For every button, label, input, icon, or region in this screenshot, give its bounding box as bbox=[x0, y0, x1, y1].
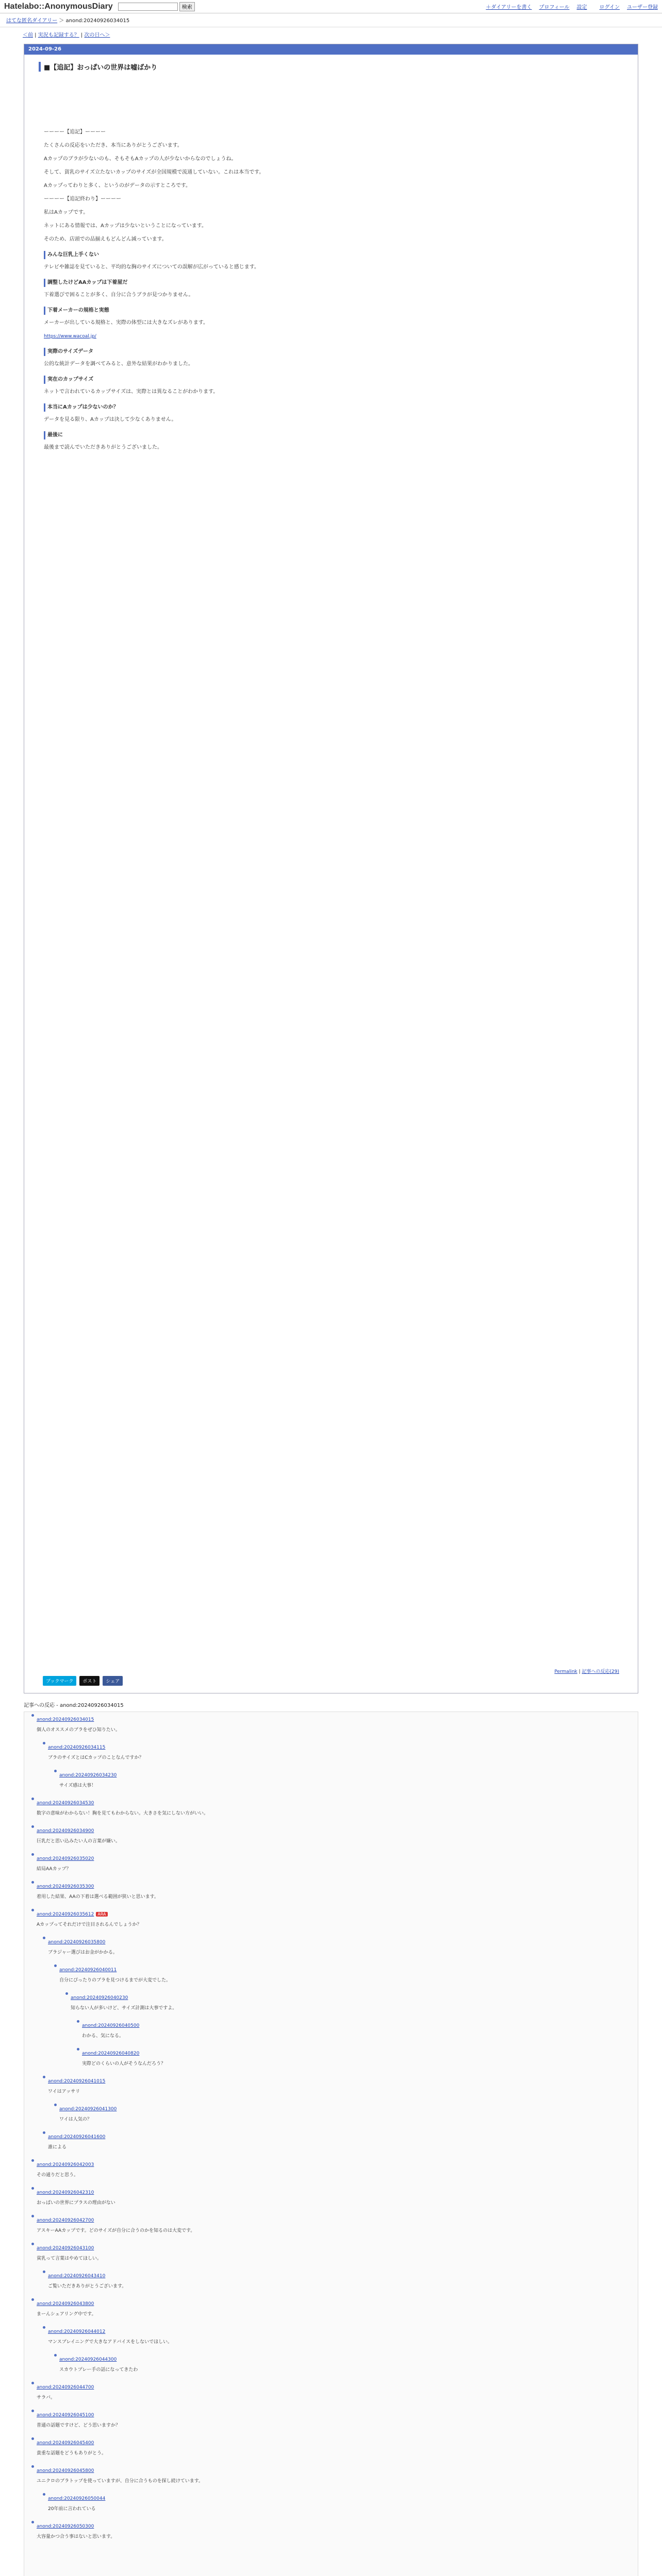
bullet-icon bbox=[31, 2298, 34, 2301]
bullet-icon bbox=[31, 1909, 34, 1911]
reaction-text: 普通の話題ですけど、どう思いますか？ bbox=[37, 2423, 121, 2428]
reaction-text: ユニクロのブラトップを使っていますが、自分に合うものを探し続けています。 bbox=[37, 2479, 204, 2484]
hatena-bookmark-button[interactable]: ブックマーク bbox=[43, 1676, 76, 1686]
bullet-icon bbox=[77, 2020, 79, 2023]
bullet-icon bbox=[31, 2215, 34, 2217]
bullet-icon bbox=[31, 2159, 34, 2162]
reaction-item bbox=[48, 2491, 638, 2513]
bullet-icon bbox=[31, 2521, 34, 2523]
reaction-item bbox=[37, 1795, 638, 1817]
reaction-text: ブラジャー選びはお金がかかる。 bbox=[48, 1950, 118, 1955]
reaction-link[interactable]: anond:20240926041600 bbox=[48, 2134, 106, 2140]
reaction-item bbox=[37, 1879, 638, 1901]
bullet-icon bbox=[31, 1714, 34, 1717]
reaction-text: マンスプレイニングで大きなアドバイスをしないでほしい。 bbox=[48, 2340, 173, 2345]
bullet-icon bbox=[65, 1992, 68, 1995]
reaction-item bbox=[82, 2018, 638, 2040]
bullet-icon bbox=[31, 1881, 34, 1884]
reaction-text: ワイは人気の？ bbox=[59, 2117, 92, 2122]
bullet-icon bbox=[43, 2131, 45, 2134]
reaction-badge: ARA bbox=[96, 1912, 107, 1917]
bullet-icon bbox=[54, 2104, 57, 2106]
section-text: 下着選びで困ることが多く、自分に合うブラが見つかりません。 bbox=[44, 292, 194, 298]
bullet-icon bbox=[31, 1798, 34, 1800]
post-button[interactable]: ポスト bbox=[79, 1676, 100, 1686]
entry-title[interactable]: ■【追記】おっぱいの世界は嘘ばかり bbox=[39, 62, 623, 72]
reaction-item bbox=[37, 2435, 638, 2457]
reaction-item bbox=[37, 1712, 638, 1734]
reaction-link[interactable]: anond:20240926043410 bbox=[48, 2274, 106, 2279]
bullet-icon bbox=[31, 2243, 34, 2245]
breadcrumb-root[interactable]: はてな匿名ダイアリー bbox=[6, 18, 58, 24]
reaction-text: ワイはアッサリ bbox=[48, 2089, 80, 2094]
entry-paragraph: ーーーー【追記】ーーーー bbox=[44, 129, 106, 135]
breadcrumb-separator: ＞ bbox=[59, 18, 64, 24]
reaction-item bbox=[37, 2519, 638, 2540]
share-button[interactable]: シェア bbox=[103, 1676, 123, 1686]
reaction-link[interactable]: anond:20240926034115 bbox=[48, 1745, 106, 1750]
reaction-link[interactable]: anond:20240926044700 bbox=[37, 2385, 94, 2390]
reaction-item bbox=[37, 2157, 638, 2179]
reaction-text: 巨乳だと思い込みたい人の言葉が嫌い。 bbox=[37, 1839, 121, 1844]
reaction-item bbox=[82, 2046, 638, 2067]
section-heading: 実在のカップサイズ bbox=[44, 376, 618, 384]
reaction-link[interactable]: anond:20240926050044 bbox=[48, 2496, 106, 2501]
reaction-item bbox=[37, 2380, 638, 2401]
profile-link[interactable]: プロフィール bbox=[539, 5, 570, 10]
reaction-item bbox=[37, 2185, 638, 2207]
share-bar bbox=[43, 1676, 123, 1686]
reaction-text: 大容量かつ合う事はないと思います。 bbox=[37, 2534, 115, 2539]
entry-paragraph: たくさんの反応をいただき、本当にありがとうございます。 bbox=[44, 143, 183, 148]
breadcrumb-current: anond:20240926034015 bbox=[65, 18, 130, 24]
bullet-icon bbox=[31, 2437, 34, 2440]
section-heading: 実際のサイズデータ bbox=[44, 348, 618, 356]
header-links bbox=[486, 3, 587, 10]
prev-day-link[interactable]: ＜前 bbox=[23, 32, 33, 38]
reaction-item bbox=[48, 2074, 638, 2095]
breadcrumb bbox=[0, 13, 662, 27]
reaction-item bbox=[59, 2352, 638, 2374]
site-logo[interactable]: Hatelabo::AnonymousDiary bbox=[4, 2, 113, 11]
section-text: ネットで言われているカップサイズは、実際とは異なることがわかります。 bbox=[44, 389, 219, 395]
reaction-text: 着用した結果、AAの下着は選べる範囲が狭いと思います。 bbox=[37, 1894, 159, 1900]
bullet-icon bbox=[31, 2465, 34, 2468]
bullet-icon bbox=[31, 1825, 34, 1828]
reaction-item bbox=[48, 2129, 638, 2151]
reaction-link[interactable]: anond:20240926034015 bbox=[37, 1717, 94, 1722]
reaction-item bbox=[48, 2268, 638, 2290]
reaction-text: その通りだと思う。 bbox=[37, 2173, 79, 2178]
reaction-item bbox=[37, 1907, 638, 1928]
reaction-text: 自分にぴったりのブラを見つけるまでが大変でした。 bbox=[59, 1978, 171, 1983]
reaction-link[interactable]: anond:20240926035300 bbox=[37, 1884, 94, 1889]
reaction-link[interactable]: anond:20240926045400 bbox=[37, 2441, 94, 2446]
section-text: データを見る限り、Aカップは決して少なくありません。 bbox=[44, 417, 177, 422]
entry-paragraph: Aカップってわりと多く、というのがデータの示すところです。 bbox=[44, 183, 191, 189]
reaction-text: 誰による bbox=[48, 2145, 67, 2150]
reaction-link[interactable]: anond:20240926040500 bbox=[82, 2023, 140, 2028]
reaction-item bbox=[48, 1740, 638, 1761]
reaction-link[interactable]: anond:20240926034530 bbox=[37, 1801, 94, 1806]
reaction-item bbox=[48, 1935, 638, 1956]
diary-entry bbox=[24, 44, 638, 1693]
section-heading: 調整したけどAAカップは下着屋だ bbox=[44, 279, 618, 287]
reaction-item bbox=[59, 1768, 638, 1789]
register-link[interactable]: ユーザー登録 bbox=[627, 5, 658, 10]
entry-paragraph: Aカップのブラが少ないのも、そもそもAカップの人が少ないからなのでしょうね。 bbox=[44, 156, 237, 162]
reaction-link[interactable]: anond:20240926041015 bbox=[48, 2079, 106, 2084]
entry-date: 2024-09-26 bbox=[24, 44, 638, 55]
reaction-link[interactable]: anond:20240926044300 bbox=[59, 2357, 117, 2362]
reaction-item bbox=[59, 1962, 638, 1984]
section-text: 公的な統計データを調べてみると、意外な結果がわかりました。 bbox=[44, 361, 193, 367]
entry-paragraph: ネットにある情報では、Aカップは少ないということになっています。 bbox=[44, 223, 207, 229]
bullet-icon bbox=[54, 1964, 57, 1967]
entry-paragraph: そして、貧乳のサイズ立たないカップのサイズが全国規模で流通していない。これは本当です。 bbox=[44, 170, 264, 175]
reaction-text: アスキーAAカップです。どのサイズが自分に合うのかを知るのは大変です。 bbox=[37, 2228, 195, 2233]
bullet-icon bbox=[43, 1742, 45, 1744]
bullet-icon bbox=[31, 2382, 34, 2384]
reaction-text: 実際どのくらいの人がそうなんだろう？ bbox=[82, 2061, 166, 2066]
reaction-text: 知らない人が多いけど、サイズ計測は大事ですよ。 bbox=[71, 2006, 177, 2011]
reaction-link[interactable]: anond:20240926041300 bbox=[59, 2107, 117, 2112]
reaction-link[interactable]: anond:20240926042003 bbox=[37, 2162, 94, 2167]
reaction-text: 20年前に言われている bbox=[48, 2506, 96, 2512]
auth-links bbox=[600, 3, 658, 10]
reaction-text: 結局AAカップ？ bbox=[37, 1867, 71, 1872]
bullet-icon bbox=[77, 2048, 79, 2050]
write-diary-link[interactable]: ＋ダイアリーを書く bbox=[486, 5, 532, 10]
bullet-icon bbox=[31, 1853, 34, 1856]
entry-paragraph: 私はAカップです。 bbox=[44, 210, 89, 215]
reaction-item bbox=[48, 2324, 638, 2346]
reaction-link[interactable]: anond:20240926040820 bbox=[82, 2051, 140, 2056]
section-heading: 本当にAカップは少ないのか？ bbox=[44, 403, 618, 412]
section-heading: みんな巨乳上手くない bbox=[44, 251, 618, 259]
reaction-text: ブラのサイズとはCカップのことなんですか？ bbox=[48, 1755, 144, 1760]
permalink-row: Permalink | 記事への反応(29) bbox=[554, 1669, 619, 1674]
reaction-link[interactable]: anond:20240926045800 bbox=[37, 2468, 94, 2473]
day-pager: ＜前 | 実況も記録する？ | 次の日へ＞ bbox=[23, 32, 110, 38]
section-heading: 下着メーカーの規格と実態 bbox=[44, 307, 618, 315]
login-link[interactable]: ログイン bbox=[599, 5, 620, 10]
section-text: 最後まで読んでいただきありがとうございました。 bbox=[44, 445, 162, 450]
search-button[interactable]: 検索 bbox=[179, 2, 195, 11]
reference-link[interactable]: https://www.wacoal.jp/ bbox=[44, 334, 96, 339]
pager-mid-link[interactable]: 実況も記録する？ bbox=[38, 32, 79, 38]
reaction-item bbox=[37, 2241, 638, 2262]
bullet-icon bbox=[43, 1937, 45, 1939]
reaction-link[interactable]: anond:20240926035800 bbox=[48, 1940, 106, 1945]
entry-body bbox=[44, 128, 618, 452]
reaction-link[interactable]: anond:20240926034900 bbox=[37, 1828, 94, 1834]
section-text: メーカーが出している規格と、実際の体型には大きなズレがあります。 bbox=[44, 320, 208, 326]
bullet-icon bbox=[54, 2354, 57, 2357]
reactions-count-link[interactable]: 記事への反応(29) bbox=[582, 1669, 619, 1674]
reaction-link[interactable]: anond:20240926040230 bbox=[71, 1995, 128, 2001]
reaction-text: 貴重な話題をどうもありがとう。 bbox=[37, 2451, 107, 2456]
reaction-link[interactable]: anond:20240926034230 bbox=[59, 1773, 117, 1778]
reaction-text: サラバ。 bbox=[37, 2395, 56, 2400]
reaction-link[interactable]: anond:20240926042700 bbox=[37, 2218, 94, 2223]
entry-paragraph: ーーーー【追記終わり】ーーーー bbox=[44, 196, 121, 202]
reaction-link[interactable]: anond:20240926043100 bbox=[37, 2246, 94, 2251]
reaction-link[interactable]: anond:20240926040011 bbox=[59, 1968, 117, 1973]
reaction-text: 貧乳って言葉はやめてほしい。 bbox=[37, 2256, 102, 2261]
reaction-link[interactable]: anond:20240926044012 bbox=[48, 2329, 106, 2334]
search-input[interactable] bbox=[118, 3, 178, 11]
top-header bbox=[0, 0, 662, 13]
reaction-text: おっぱいの世界にプラスの理由がない bbox=[37, 2200, 115, 2206]
reaction-link[interactable]: anond:20240926035020 bbox=[37, 1856, 94, 1861]
bullet-icon bbox=[43, 2076, 45, 2078]
reaction-text: Aカップってそれだけで注目されるんでしょうか？ bbox=[37, 1922, 142, 1927]
next-day-link[interactable]: 次の日へ＞ bbox=[84, 32, 110, 38]
reaction-item bbox=[37, 1823, 638, 1845]
reaction-link[interactable]: anond:20240926042310 bbox=[37, 2190, 94, 2195]
reaction-text: 数字の意味がわからない！胸を見てもわからない。大きさを気にしない方がいい。 bbox=[37, 1811, 209, 1816]
reaction-text: ご覧いただきありがとうございます。 bbox=[48, 2284, 127, 2289]
reaction-link[interactable]: anond:20240926035612 bbox=[37, 1912, 94, 1917]
reaction-item bbox=[37, 2463, 638, 2485]
section-text: テレビや雑誌を見ていると、平均的な胸のサイズについての誤解が広がっていると感じます。 bbox=[44, 264, 259, 270]
reactions-heading: 記事への反応 - anond:20240926034015 bbox=[24, 1703, 124, 1708]
reaction-item bbox=[71, 1990, 638, 2012]
reaction-text: サイズ感は大事！ bbox=[59, 1783, 96, 1788]
bullet-icon bbox=[43, 2270, 45, 2273]
reactions-tree bbox=[24, 1711, 638, 2576]
bullet-icon bbox=[54, 1770, 57, 1772]
bullet-icon bbox=[31, 2410, 34, 2412]
bullet-icon bbox=[43, 2493, 45, 2496]
settings-link[interactable]: 設定 bbox=[576, 5, 587, 10]
reaction-item bbox=[37, 1851, 638, 1873]
reaction-link[interactable]: anond:20240926043800 bbox=[37, 2301, 94, 2307]
reaction-text: わかる、気になる。 bbox=[82, 2033, 124, 2039]
entry-paragraph: そのため、店頭での品揃えもどんどん減っています。 bbox=[44, 236, 167, 242]
reaction-item bbox=[37, 2213, 638, 2234]
reaction-item bbox=[37, 2296, 638, 2318]
reaction-item bbox=[37, 2408, 638, 2429]
permalink-link[interactable]: Permalink bbox=[554, 1669, 577, 1674]
section-heading: 最後に bbox=[44, 431, 618, 439]
reaction-link[interactable]: anond:20240926045100 bbox=[37, 2413, 94, 2418]
reaction-link[interactable]: anond:20240926050300 bbox=[37, 2524, 94, 2529]
bullet-icon bbox=[43, 2326, 45, 2329]
reaction-text: スカウトプレー手の話になってきたわ bbox=[59, 2367, 138, 2372]
reaction-item bbox=[59, 2102, 638, 2123]
reaction-text: 個人のオススメのブラをぜひ知りたい。 bbox=[37, 1727, 120, 1733]
bullet-icon bbox=[31, 2187, 34, 2190]
reaction-text: まーんシェアリング中です。 bbox=[37, 2312, 96, 2317]
